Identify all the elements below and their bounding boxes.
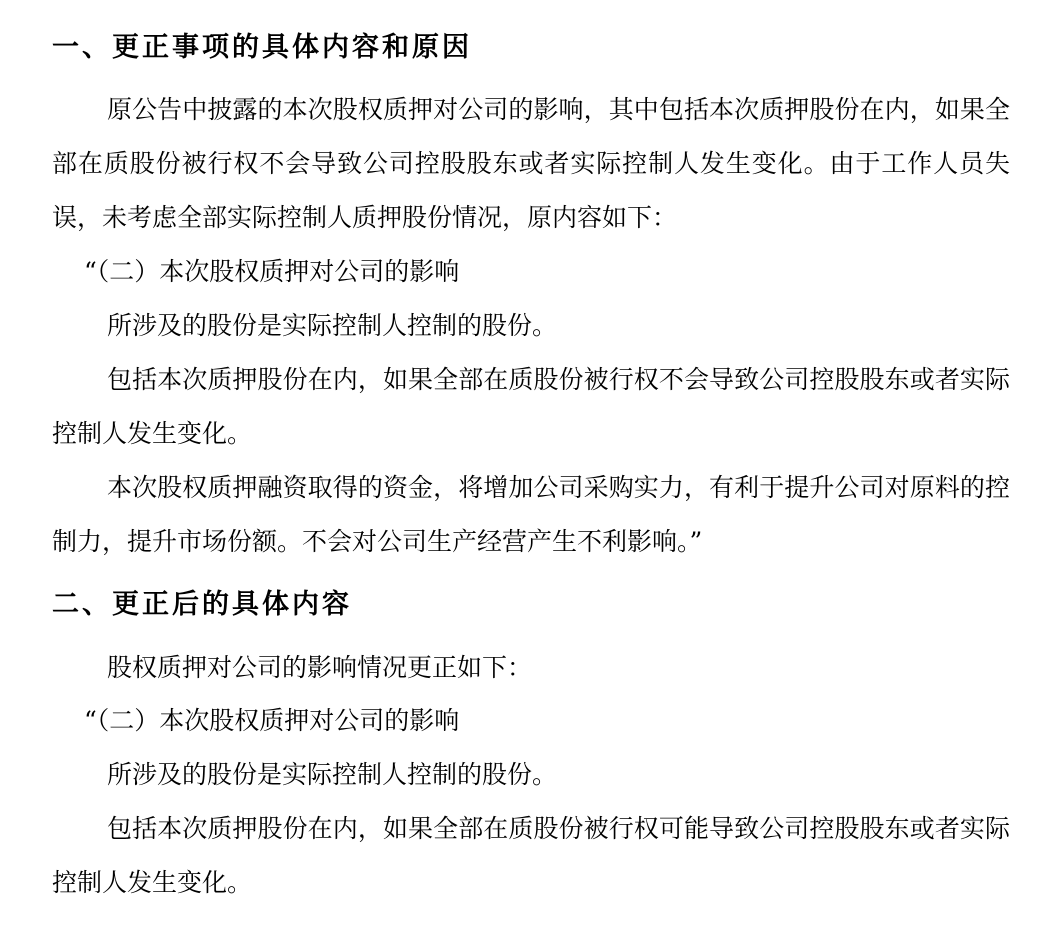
section-1-quote-paragraph-1: 包括本次质押股份在内，如果全部在质股份被行权不会导致公司控股股东或者实际控制人发生变化。	[52, 365, 1010, 448]
section-1-quote-line: 所涉及的股份是实际控制人控制的股份。	[107, 311, 558, 340]
section-1-quote-paragraph-2: 本次股权质押融资取得的资金，将增加公司采购实力，有利于提升公司对原料的控制力，提升市场份额。不会对公司生产经营产生不利影响。”	[52, 473, 1010, 556]
section-2-quote-heading: “（二）本次股权质押对公司的影响	[84, 706, 460, 735]
section-2-heading: 二、更正后的具体内容	[52, 589, 352, 620]
section-1-intro: 原公告中披露的本次股权质押对公司的影响，其中包括本次质押股份在内，如果全部在质股份被行权不会导致公司控股股东或者实际控制人发生变化。由于工作人员失误，未考虑全部实际控制人质押股份情况，原内容如下：	[52, 95, 1010, 232]
section-2-quote-line: 所涉及的股份是实际控制人控制的股份。	[107, 760, 558, 789]
section-1-heading: 一、更正事项的具体内容和原因	[52, 32, 472, 63]
section-1-quote-heading: “（二）本次股权质押对公司的影响	[84, 257, 460, 286]
section-2-quote-paragraph-1: 包括本次质押股份在内，如果全部在质股份被行权可能导致公司控股股东或者实际控制人发生变化。	[52, 814, 1010, 897]
section-2-intro: 股权质押对公司的影响情况更正如下：	[107, 653, 533, 682]
